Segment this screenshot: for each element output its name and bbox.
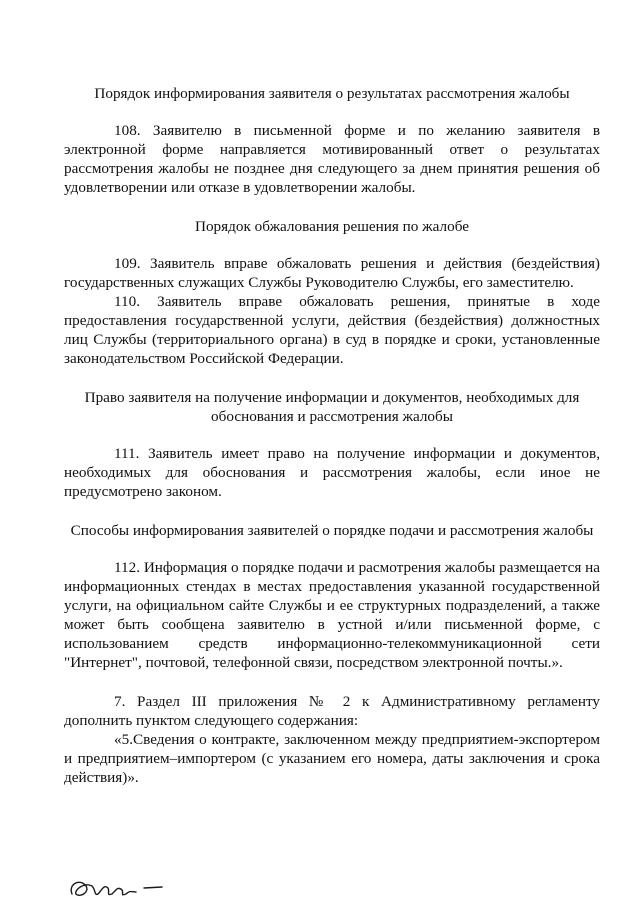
paragraph-108: 108. Заявителю в письменной форме и по желанию заявителя в электронной форме направляется мотивированный ответ о результатах рассмотрения жалобы не позднее дня следующего за днем принятия решения об удовлетворении или отказе в удовлетворении жалобы. (64, 122, 600, 196)
paragraph-109: 109. Заявитель вправе обжаловать решения и действия (бездействия) государственных служащих Службы Руководителю Службы, его заместителю. (64, 255, 600, 291)
section-heading-methods: Способы информирования заявителей о порядке подачи и рассмотрения жалобы (70, 522, 594, 539)
paragraph-item-7: 7. Раздел III приложения № 2 к Административному регламенту дополнить пунктом следующего содержания: (64, 693, 600, 729)
document-page (64, 84, 600, 787)
paragraph-item-5: «5.Сведения о контракте, заключенном между предприятием-экспортером и предприятием–импортером (с указанием его номера, даты заключения и срока действия)». (64, 731, 600, 786)
paragraph-110: 110. Заявитель вправе обжаловать решения, принятые в ходе предоставления государственной услуги, действия (бездействия) должностных лиц Службы (территориального органа) в суд в порядке и сроки, установленные законодательством Российской Федерации. (64, 293, 600, 367)
section-heading-informing: Порядок информирования заявителя о результатах рассмотрения жалобы (94, 85, 570, 102)
handwritten-signature (66, 872, 176, 904)
section-heading-right-to-info: Право заявителя на получение информации и документов, необходимых для обоснования и рассмотрения жалобы (84, 389, 580, 425)
paragraph-112: 112. Информация о порядке подачи и расмотрения жалобы размещается на информационных стендах в местах предоставления указанной государственной услуги, на официальном сайте Службы и ее структурных подразделений, а также может быть сообщена заявителю в устной и/или письменной форме, с использованием средств информационно-телекоммуникационной сети "Интернет", почтовой, телефонной связи, посредством электронной почты.». (64, 559, 600, 671)
section-heading-appeal: Порядок обжалования решения по жалобе (194, 218, 469, 235)
paragraph-111: 111. Заявитель имеет право на получение информации и документов, необходимых для обоснования и рассмотрения жалобы, если иное не предусмотрено законом. (64, 445, 600, 500)
